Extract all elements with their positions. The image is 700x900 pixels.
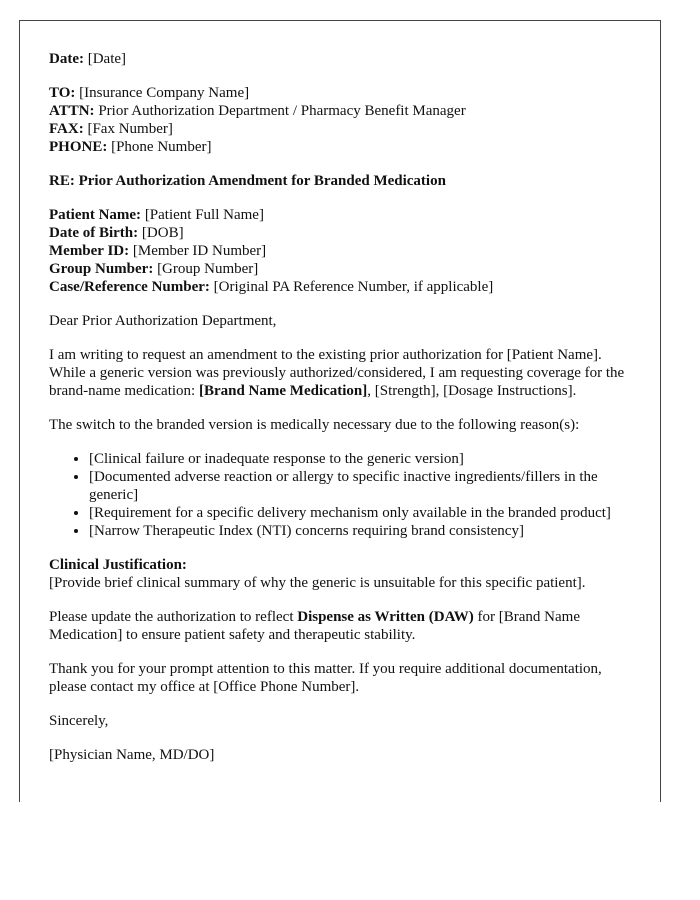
attn-value: Prior Authorization Department / Pharmacy Benefit Manager — [98, 103, 466, 119]
patient-block — [49, 206, 639, 296]
closing-paragraph: Thank you for your prompt attention to this matter. If you require additional documentation, please contact my office at [Office Phone Number]. — [49, 661, 602, 695]
reasons-intro: The switch to the branded version is medically necessary due to the following reason(s): — [49, 417, 580, 433]
phone-line — [49, 138, 639, 156]
request-text-end: , [Strength], [Dosage Instructions]. — [367, 383, 577, 399]
fax-line — [49, 120, 639, 138]
daw-text-start: Please update the authorization to reflect — [49, 609, 298, 625]
fax-label: FAX: — [49, 121, 84, 137]
patient-name-value: [Patient Full Name] — [144, 207, 264, 223]
case-number-value: [Original PA Reference Number, if applicable] — [213, 279, 494, 295]
phone-label: PHONE: — [49, 139, 108, 155]
recipient-block — [49, 84, 639, 156]
group-number-line — [49, 260, 639, 278]
patient-name-label: Patient Name: — [49, 207, 142, 223]
member-id-value: [Member ID Number] — [132, 243, 267, 259]
dob-label: Date of Birth: — [49, 225, 139, 241]
case-number-line — [49, 278, 639, 296]
dob-value: [DOB] — [141, 225, 184, 241]
justification-block — [49, 556, 639, 592]
justification-text: [Provide brief clinical summary of why the generic is unsuitable for this specific patient]. — [49, 575, 586, 591]
to-line — [49, 84, 639, 102]
signature-line: [Physician Name, MD/DO] — [49, 747, 215, 763]
salutation: Dear Prior Authorization Department, — [49, 313, 277, 329]
group-number-value: [Group Number] — [157, 261, 259, 277]
subject-line: RE: Prior Authorization Amendment for Branded Medication — [49, 173, 446, 189]
member-id-line — [49, 242, 639, 260]
daw-paragraph — [49, 608, 639, 644]
list-item: • [Documented adverse reaction or allergy to specific inactive ingredients/fillers in the generic] — [89, 468, 639, 504]
letter-page — [19, 20, 661, 802]
attn-line — [49, 102, 639, 120]
date-value: [Date] — [87, 51, 127, 67]
reasons-list — [49, 450, 639, 540]
member-id-label: Member ID: — [49, 243, 130, 259]
medication-name: [Brand Name Medication] — [198, 383, 368, 399]
phone-value: [Phone Number] — [111, 139, 212, 155]
fax-value: [Fax Number] — [87, 121, 173, 137]
attn-label: ATTN: — [49, 103, 95, 119]
list-item: • [Clinical failure or inadequate response to the generic version] — [89, 450, 639, 468]
justification-heading: Clinical Justification: — [49, 557, 187, 573]
date-line — [49, 50, 639, 68]
group-number-label: Group Number: — [49, 261, 154, 277]
signoff: Sincerely, — [49, 713, 109, 729]
list-item: • [Narrow Therapeutic Index (NTI) concerns requiring brand consistency] — [89, 522, 639, 540]
date-label: Date: — [49, 51, 84, 67]
case-number-label: Case/Reference Number: — [49, 279, 210, 295]
to-label: TO: — [49, 85, 76, 101]
letter-content — [49, 50, 639, 764]
patient-name-line — [49, 206, 639, 224]
list-item: • [Requirement for a specific delivery mechanism only available in the branded product] — [89, 504, 639, 522]
daw-emphasis: Dispense as Written (DAW) — [297, 609, 474, 625]
request-text-start: I am writing to request an amendment to the existing prior authorization for [Patient Name]. While a generic version was previously authorized/considered, I am requesting coverage for the brand-name medication: — [49, 347, 625, 399]
dob-line — [49, 224, 639, 242]
request-paragraph — [49, 346, 639, 400]
daw-text-end: for [Brand Name Medication] to ensure patient safety and therapeutic stability. — [49, 609, 580, 643]
to-value: [Insurance Company Name] — [79, 85, 250, 101]
